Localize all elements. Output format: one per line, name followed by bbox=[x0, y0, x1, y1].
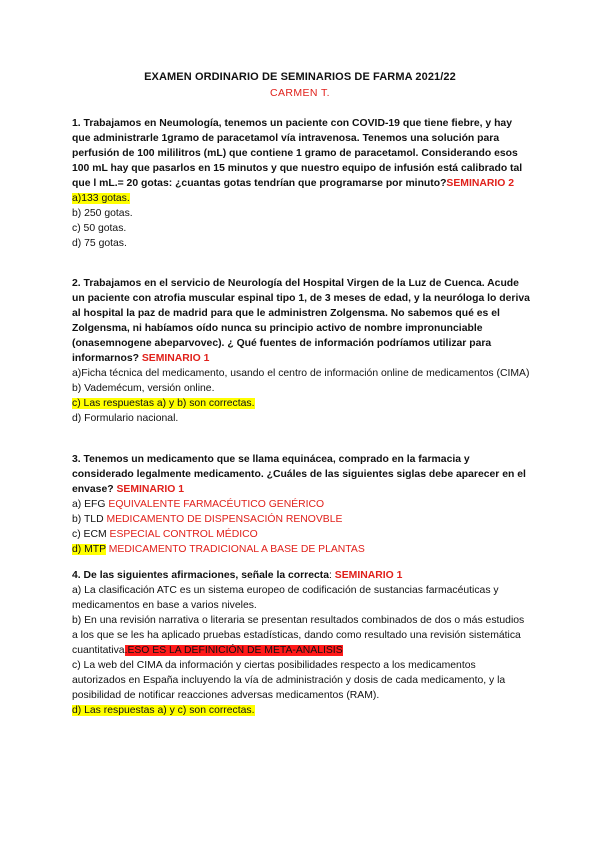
question-3-seminar: SEMINARIO 1 bbox=[116, 484, 185, 495]
question-1-text: 1. Trabajamos en Neumología, tenemos un paciente con COVID-19 que tiene fiebre, y hay que administrarle 1gramo de paracetamol vía intravenosa. Tenemos una solución para perfusión de 100 mililitros (mL) que contiene 1 gramo de paracetamol. Considerando esos 100 mL hay que pasarlos en 15 minutos y que nuestro equipo de infusión está calibrado tal que l mL.= 20 gotas: ¿cuantas gotas tendrían que programarse por minuto? bbox=[72, 118, 523, 189]
question-4-colon: : bbox=[329, 570, 332, 581]
question-4-option-b-note: .ESO ES LA DEFINICIÓN DE META-ANALISIS bbox=[124, 645, 343, 656]
question-2-text: 2. Trabajamos en el servicio de Neurología del Hospital Virgen de la Luz de Cuenca. Acude un paciente con atrofia muscular espinal tipo 1, de 3 meses de edad, y la neuróloga lo deriva al hospital la paz de madrid para que le administren Zolgensma. No sabemos qué es el Zolgensma, ni habíamos oído nunca su principio activo de nombre impronunciable (onasemnogene abeparvovec). ¿ Qué fuentes de información podríamos utilizar para informarnos? bbox=[72, 278, 530, 364]
question-3-stem bbox=[72, 452, 532, 497]
exam-author: CARMEN T. bbox=[270, 87, 330, 99]
question-1 bbox=[72, 116, 532, 251]
question-3-option-c bbox=[72, 527, 532, 542]
question-3-option-d-code: d) MTP bbox=[72, 544, 106, 555]
question-1-option-c: c) 50 gotas. bbox=[72, 223, 127, 234]
question-2-option-b: b) Vademécum, versión online. bbox=[72, 383, 215, 394]
question-3 bbox=[72, 452, 532, 557]
question-2-option-a: a)Ficha técnica del medicamento, usando el centro de información online de medicamentos (CIMA) bbox=[72, 368, 530, 379]
question-4-option-b bbox=[72, 613, 532, 658]
question-3-option-a bbox=[72, 497, 532, 512]
question-4-option-b-text: b) En una revisión narrativa o literaria se presentan resultados combinados de dos o más estudios a los que se les ha aplicado pruebas estadísticas, dando como resultado una revisión sistemática cuantitativa bbox=[72, 615, 525, 656]
question-2-stem bbox=[72, 276, 532, 366]
question-2-option-c: c) Las respuestas a) y b) son correctas. bbox=[72, 398, 255, 409]
question-1-option-b: b) 250 gotas. bbox=[72, 208, 133, 219]
question-4-stem bbox=[72, 568, 532, 583]
question-3-text: 3. Tenemos un medicamento que se llama equinácea, comprado en la farmacia y considerado legalmente medicamento. ¿Cuáles de las siguientes siglas debe aparecer en el envase? bbox=[72, 454, 526, 495]
question-4-seminar: SEMINARIO 1 bbox=[334, 570, 403, 581]
question-4 bbox=[72, 568, 532, 718]
question-1-seminar: SEMINARIO 2 bbox=[446, 178, 514, 189]
question-4-option-d: d) Las respuestas a) y c) son correctas. bbox=[72, 705, 255, 716]
question-3-option-d-meaning: MEDICAMENTO TRADICIONAL A BASE DE PLANTAS bbox=[108, 544, 365, 555]
question-4-option-a: a) La clasificación ATC es un sistema europeo de codificación de sustancias farmacéuticas y medicamentos en base a varios niveles. bbox=[72, 585, 499, 611]
question-3-option-c-code: c) ECM bbox=[72, 529, 107, 540]
question-4-option-c: c) La web del CIMA da información y ciertas posibilidades respecto a los medicamentos autorizados en España incluyendo la vía de administración y dosis de cada medicamento, y la posibilidad de notificar reacciones adversas medicamentos (RAM). bbox=[72, 660, 506, 701]
question-3-option-b-meaning: MEDICAMENTO DE DISPENSACIÓN RENOVBLE bbox=[106, 514, 343, 525]
question-2-option-d: d) Formulario nacional. bbox=[72, 413, 179, 424]
question-2-seminar: SEMINARIO 1 bbox=[141, 353, 210, 364]
question-3-option-c-meaning: ESPECIAL CONTROL MÉDICO bbox=[109, 529, 258, 540]
question-3-option-b bbox=[72, 512, 532, 527]
question-4-text: 4. De las siguientes afirmaciones, señale la correcta bbox=[72, 570, 330, 581]
question-3-option-a-meaning: EQUIVALENTE FARMACÉUTICO GENÉRICO bbox=[108, 499, 325, 510]
exam-title: EXAMEN ORDINARIO DE SEMINARIOS DE FARMA 2021/22 bbox=[144, 71, 456, 83]
question-3-option-a-code: a) EFG bbox=[72, 499, 106, 510]
question-3-option-b-code: b) TLD bbox=[72, 514, 104, 525]
question-1-option-d: d) 75 gotas. bbox=[72, 238, 127, 249]
question-3-option-d bbox=[72, 542, 532, 557]
question-1-stem bbox=[72, 116, 532, 191]
question-1-option-a: a)133 gotas. bbox=[72, 193, 130, 204]
question-2 bbox=[72, 276, 532, 426]
